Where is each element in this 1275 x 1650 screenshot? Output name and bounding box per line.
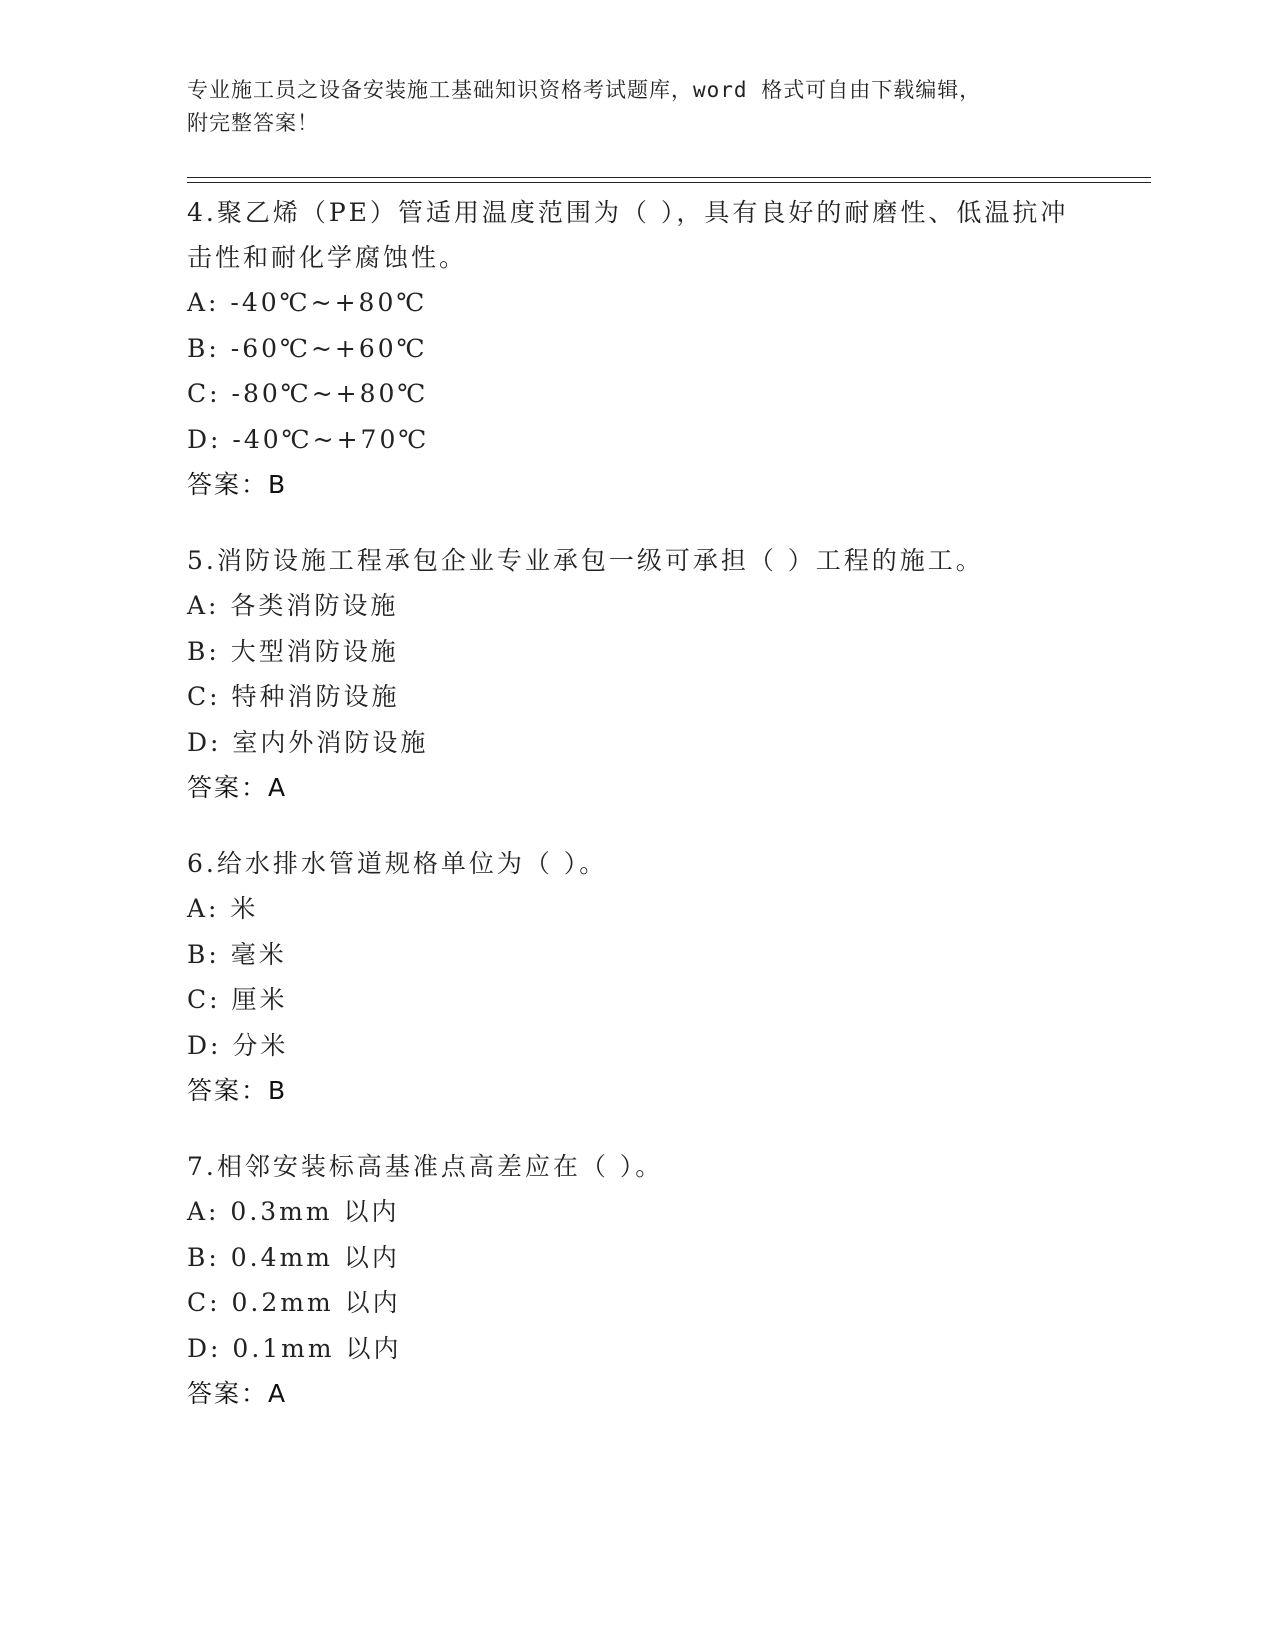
question-text: 5.消防设施工程承包企业专业承包一级可承担（ ）工程的施工。	[187, 546, 984, 575]
option-a: A: 米	[187, 894, 259, 923]
question-text: 6.给水排水管道规格单位为（ ）。	[187, 849, 608, 878]
option-a: A: 0.3mm 以内	[187, 1197, 400, 1226]
question-list	[187, 190, 1087, 1447]
option-b: B: 0.4mm 以内	[187, 1242, 400, 1272]
header-line-2: 附完整答案！	[187, 111, 319, 135]
option-d: D: -40℃~+70℃	[187, 424, 430, 454]
option-d: D: 室内外消防设施	[187, 727, 429, 757]
option-d: D: 0.1mm 以内	[187, 1333, 402, 1363]
question-item	[187, 1144, 1087, 1416]
option-a: A: 各类消防设施	[187, 591, 399, 620]
option-c: C: 0.2mm 以内	[187, 1288, 401, 1317]
header-divider-bottom	[187, 182, 1151, 183]
option-b: B: -60℃~+60℃	[187, 333, 428, 363]
option-d: D: 分米	[187, 1030, 289, 1060]
header-line-1: 专业施工员之设备安装施工基础知识资格考试题库，word 格式可自由下载编辑，	[187, 78, 982, 102]
question-item	[187, 841, 1087, 1113]
answer-line: 答案：A	[187, 1379, 288, 1408]
option-c: C: -80℃~+80℃	[187, 379, 429, 408]
question-item	[187, 538, 1087, 810]
header-divider-top	[187, 177, 1151, 178]
option-c: C: 厘米	[187, 985, 288, 1014]
option-b: B: 大型消防设施	[187, 636, 399, 666]
answer-line: 答案：B	[187, 1076, 288, 1105]
option-a: A: -40℃~+80℃	[187, 288, 428, 317]
question-text: 7.相邻安装标高基准点高差应在（ ）。	[187, 1152, 664, 1181]
question-text: 4.聚乙烯（PE）管适用温度范围为（ ），具有良好的耐磨性、低温抗冲击性和耐化学腐蚀性。	[187, 198, 1069, 272]
option-c: C: 特种消防设施	[187, 682, 400, 711]
answer-line: 答案：A	[187, 773, 288, 802]
answer-line: 答案：B	[187, 470, 288, 499]
question-item	[187, 190, 1087, 507]
option-b: B: 毫米	[187, 939, 287, 969]
document-header	[187, 74, 1087, 140]
